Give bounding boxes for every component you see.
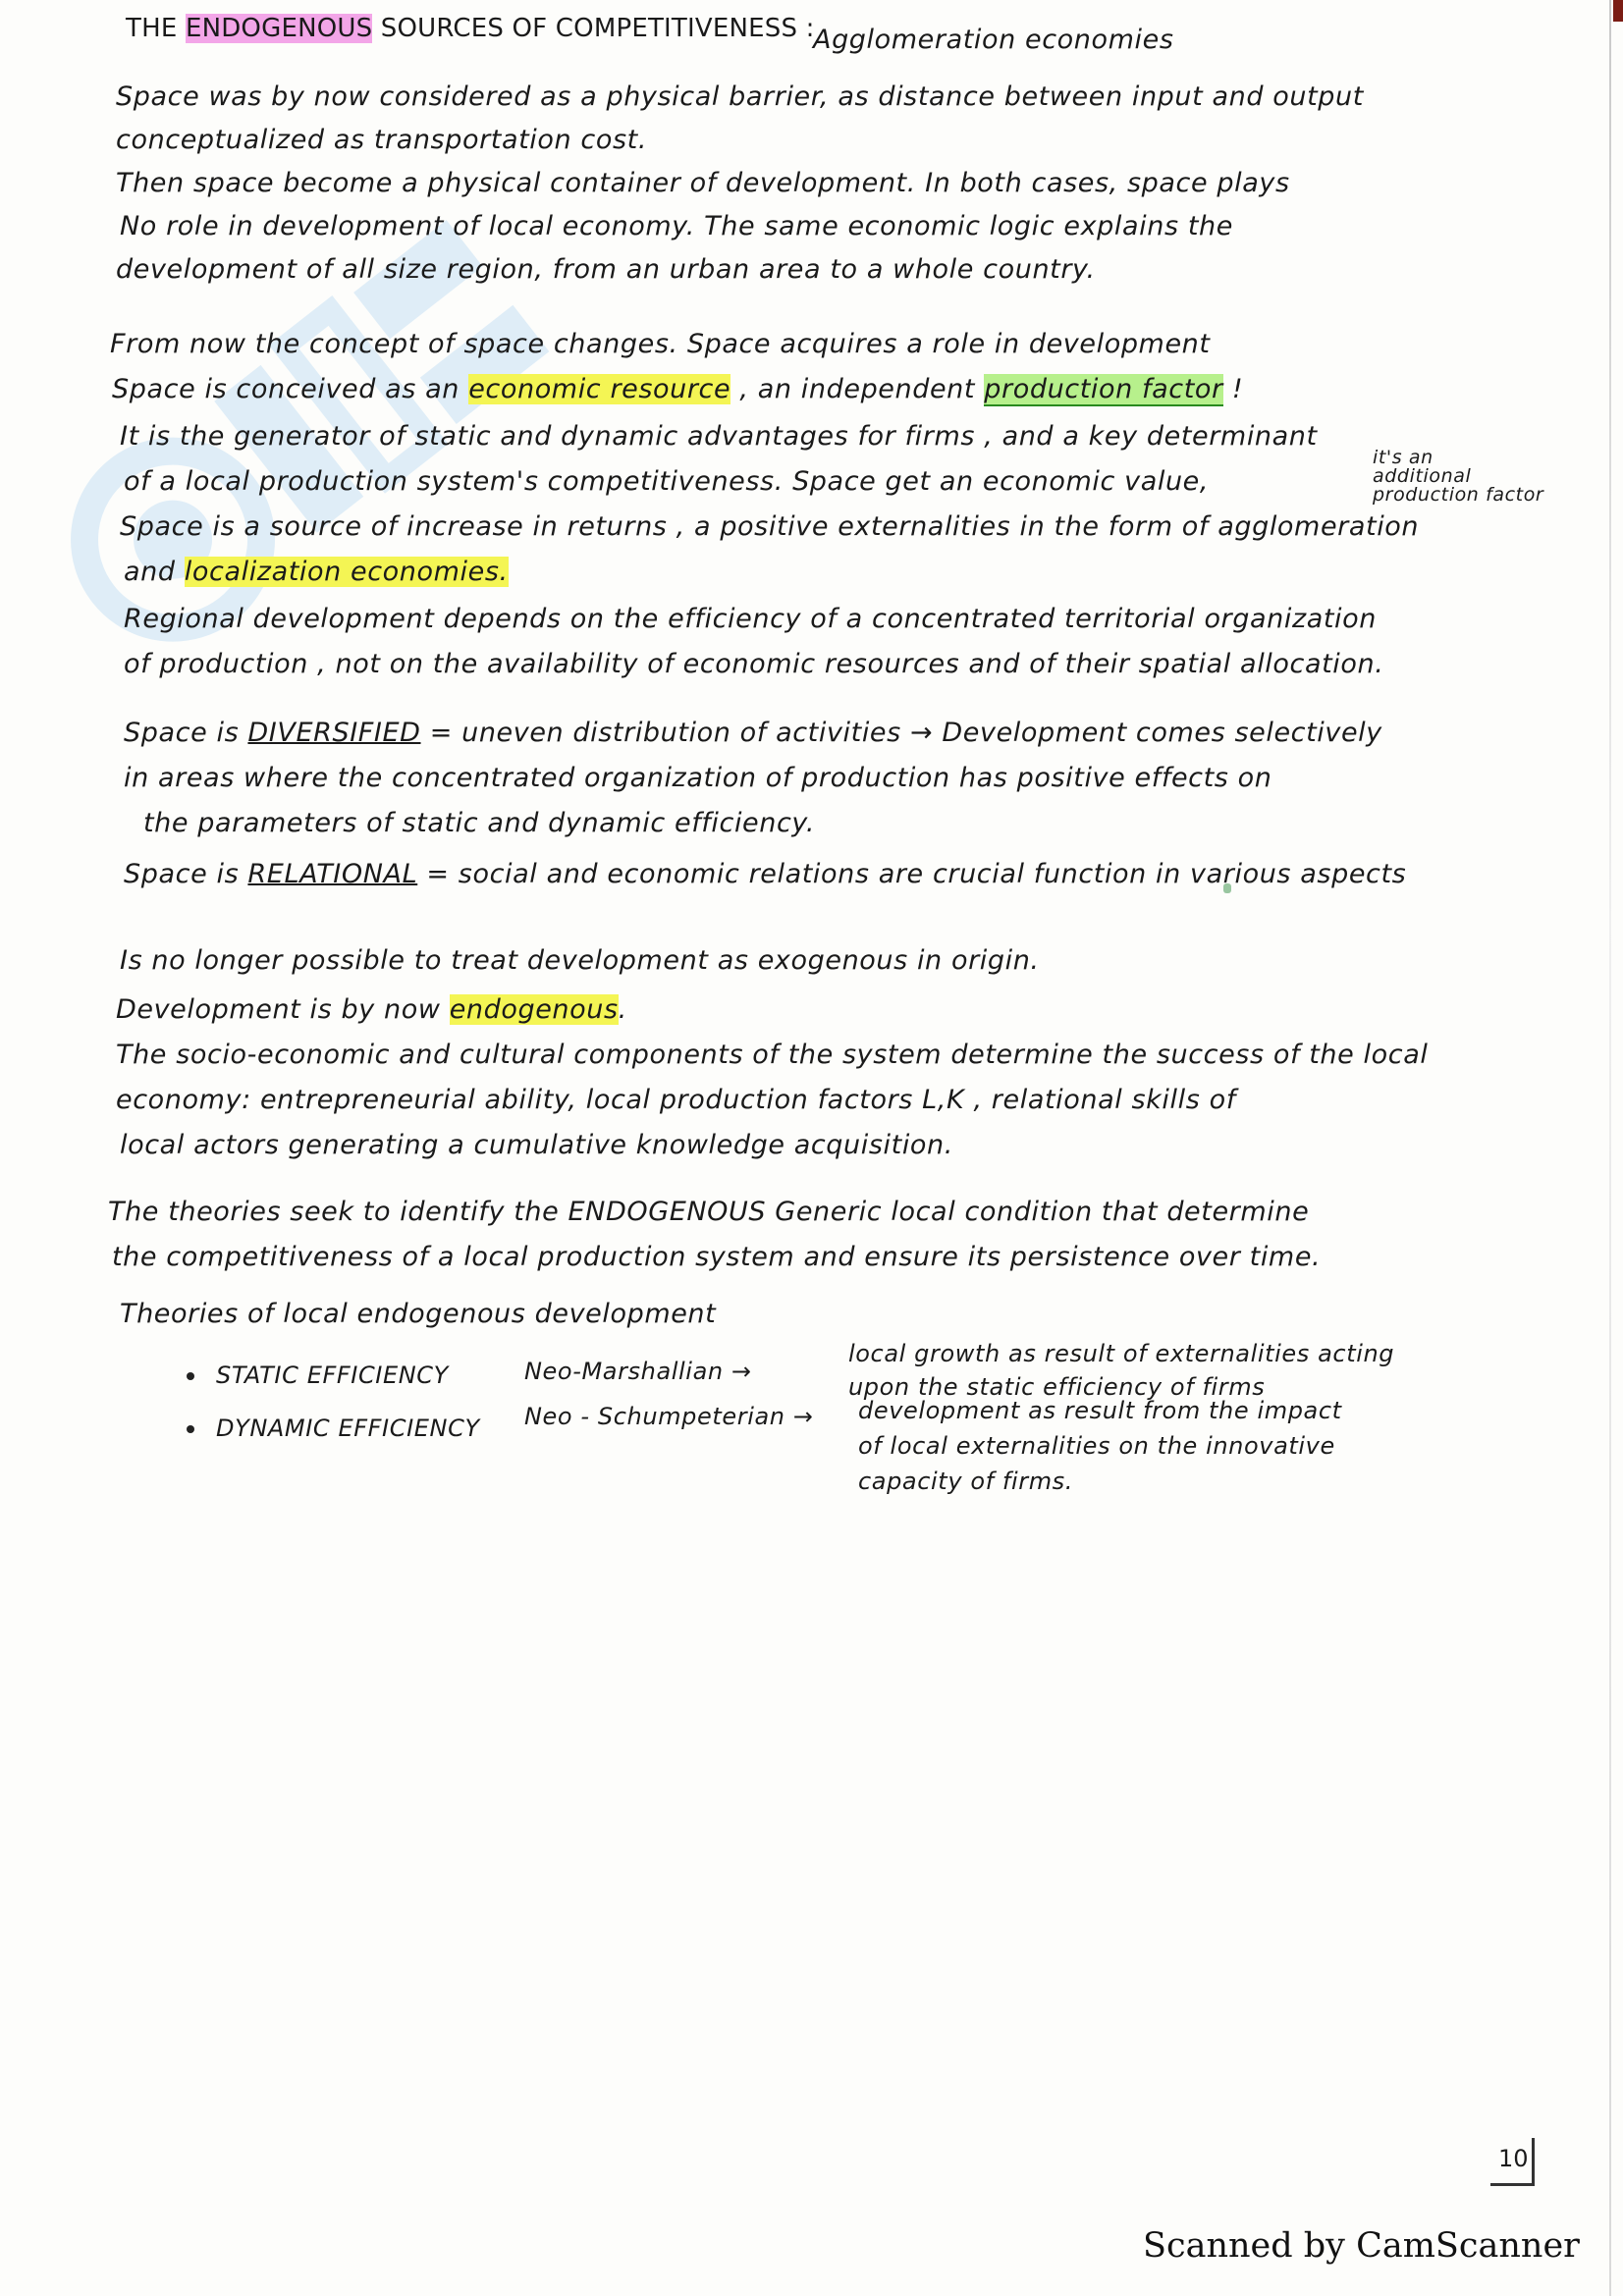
p2-line7: Regional development depends on the efficiency of a concentrated territorial organization xyxy=(124,604,1377,634)
p3-line2: in areas where the concentrated organization of production has positive effects on xyxy=(124,763,1272,793)
p2-line4: of a local production system's competitiveness. Space get an economic value, xyxy=(124,466,1210,497)
bullet-item-static xyxy=(187,1359,449,1392)
p4-line2-text-end: . xyxy=(618,994,627,1025)
p3-line4-text: Space is xyxy=(124,859,248,889)
p3-line3: the parameters of static and dynamic efficiency. xyxy=(143,808,816,838)
underlined-relational: RELATIONAL xyxy=(247,859,418,889)
p6-line1: Theories of local endogenous development xyxy=(120,1299,717,1329)
p3-line4 xyxy=(124,858,1406,891)
underlined-diversified: DIVERSIFIED xyxy=(247,718,421,748)
p4-line3: The socio-economic and cultural components of the system determine the success of the local xyxy=(116,1040,1429,1070)
title-text: THE xyxy=(126,14,186,43)
bullet-desc-static-2: upon the static efficiency of firms xyxy=(848,1373,1266,1401)
aside-note-line3: production factor xyxy=(1373,484,1544,506)
p1-line2: conceptualized as transportation cost. xyxy=(116,125,648,155)
p3-line1 xyxy=(124,717,1382,750)
p4-line2-text: Development is by now xyxy=(116,994,450,1025)
p5-line1: The theories seek to identify the ENDOGENOUS Generic local condition that determine xyxy=(108,1197,1310,1227)
p2-line3: It is the generator of static and dynamic advantages for firms , and a key determinant xyxy=(120,421,1318,452)
bullet-desc-dynamic-3: capacity of firms. xyxy=(858,1468,1074,1495)
highlight-production-factor: production factor xyxy=(984,374,1223,404)
p2-line2-text-end: ! xyxy=(1222,374,1244,404)
aside-note-line2: additional xyxy=(1373,465,1472,487)
p4-line2 xyxy=(116,993,627,1027)
p4-line1: Is no longer possible to treat development as exogenous in origin. xyxy=(120,945,1040,976)
bullet-dot xyxy=(187,1372,194,1380)
aside-note-line1: it's an xyxy=(1373,447,1434,468)
p2-line5: Space is a source of increase in returns , a positive externalities in the form of agglomeration xyxy=(120,511,1420,542)
bullet-item-dynamic xyxy=(187,1412,480,1445)
bullet-term: STATIC EFFICIENCY xyxy=(216,1362,449,1389)
p2-line6 xyxy=(124,556,509,589)
p3-line4-text-rest: = social and economic relations are crucial function in various aspects xyxy=(417,859,1407,889)
p4-line4: economy: entrepreneurial ability, local production factors L,K , relational skills of xyxy=(116,1085,1236,1115)
highlight-economic-resource: economic resource xyxy=(468,374,731,404)
p2-line2-text-mid: , an independent xyxy=(730,374,985,404)
title-highlight: ENDOGENOUS xyxy=(185,14,373,43)
highlight-endogenous: endogenous xyxy=(449,994,619,1025)
bullet-desc-dynamic-2: of local externalities on the innovative xyxy=(858,1432,1335,1460)
p4-line5: local actors generating a cumulative knowledge acquisition. xyxy=(120,1130,953,1160)
p2-line8: of production , not on the availability of economic resources and of their spatial allocation. xyxy=(124,649,1384,679)
page-number: 10 xyxy=(1498,2145,1529,2172)
bullet-desc-dynamic-1: development as result from the impact xyxy=(858,1397,1342,1424)
bullet-school-static: Neo-Marshallian → xyxy=(524,1358,752,1385)
p1-line1: Space was by now considered as a physical barrier, as distance between input and output xyxy=(116,81,1364,112)
bullet-desc-static-1: local growth as result of externalities acting xyxy=(848,1340,1395,1367)
bullet-term: DYNAMIC EFFICIENCY xyxy=(216,1415,480,1442)
p5-line2: the competitiveness of a local production system and ensure its persistence over time. xyxy=(112,1242,1322,1272)
notes-subtitle: Agglomeration economies xyxy=(813,25,1174,55)
p2-line6-text: and xyxy=(124,557,185,587)
p1-line3: Then space become a physical container of development. In both cases, space plays xyxy=(116,168,1290,198)
p2-line2 xyxy=(112,373,1243,406)
p2-line1: From now the concept of space changes. Space acquires a role in development xyxy=(110,329,1211,359)
p3-line1-text: Space is xyxy=(124,718,248,748)
highlight-localization-economies: localization economies. xyxy=(184,557,509,587)
p1-line4: No role in development of local economy. The same economic logic explains the xyxy=(120,211,1233,241)
p2-line2-text: Space is conceived as an xyxy=(112,374,469,404)
bullet-dot xyxy=(187,1425,194,1433)
p3-line1-text-rest: = uneven distribution of activities → Development comes selectively xyxy=(420,718,1382,748)
scanner-label: Scanned by CamScanner xyxy=(1143,2226,1580,2266)
notes-title xyxy=(126,12,815,45)
title-text-rest: SOURCES OF COMPETITIVENESS : xyxy=(372,14,815,43)
bullet-school-dynamic: Neo - Schumpeterian → xyxy=(524,1403,814,1430)
p1-line5: development of all size region, from an urban area to a whole country. xyxy=(116,254,1096,285)
